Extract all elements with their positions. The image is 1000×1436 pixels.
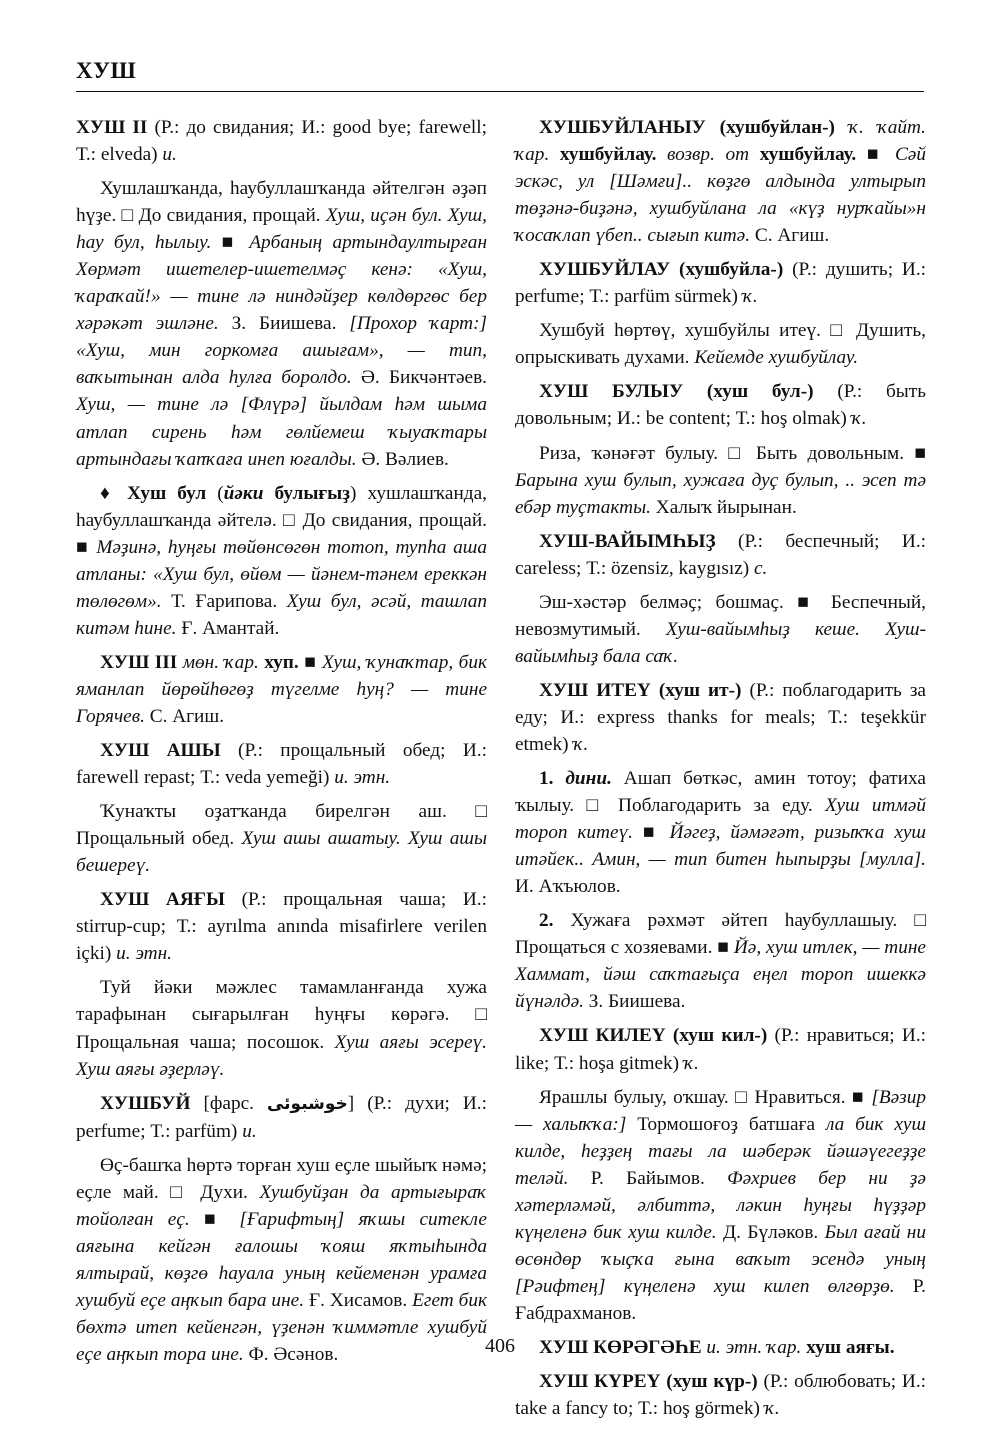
example-text: Хуш бул, әсәй, ташлап китәм һине. — [76, 590, 487, 639]
sense-2 — [515, 907, 926, 1015]
entry-definition: (Р.: облюбовать; И.: take a fancy to; Т.: hoş görmek) — [515, 1371, 926, 1420]
example-text: Хушбуйҙан да артығыраҡ тойолған еҫ. — [76, 1181, 487, 1230]
part-of-speech: с. — [754, 557, 768, 579]
part-of-speech: ҡ. — [573, 733, 589, 755]
headword: Хуш бул — [127, 482, 207, 504]
citation-author: З. Биишева. — [583, 991, 686, 1013]
entry-khush-kureu — [515, 1368, 926, 1422]
part-of-speech: возвр. от — [656, 144, 760, 166]
gloss-text: Ашап бөткәс, амин тотоу; фатиха ҡылыу. □ Поблагодарить за еду. — [515, 768, 926, 817]
example-text: [Ғарифтың] яҡшы ситекле аяғына кейгән ғалошы ҡояш яҡтыһында ялтырай, көҙгө һауала уның кейеменән урамға хушбуй еҫе аңҡып бара ине. — [76, 1208, 487, 1311]
example-text: Арбаның артындаултырған Хөрмәт ишетелер-ишетелмәҫ кенә: «Хуш, ҡараҡай!» — тине лә ниндәйҙер көлдөргөс бер хәрәкәт эшләне. — [76, 232, 488, 335]
example-text: [Прохор ҡарт:] «Хуш, мин горкомға ашығам», — тип, ваҡытынан алда һулға боролдо. — [76, 313, 487, 389]
running-head: ХУШ — [76, 58, 137, 83]
usage-label: дини. — [553, 768, 612, 790]
part-of-speech: ҡ. — [742, 286, 758, 308]
headword: ХУШБУЙ — [100, 1092, 191, 1114]
citation-author: Ғ. Хисамов. — [304, 1289, 413, 1311]
entry-definition: (Р.: до свидания; И.: good bye; farewell; Т.: elveda) — [76, 117, 487, 166]
alt-marker: йәки — [223, 482, 264, 504]
example-text: Кейемде хушбуйлау. — [694, 347, 859, 369]
part-of-speech: ҡ. — [764, 1398, 780, 1420]
page-number: 406 — [485, 1335, 515, 1357]
gloss-text: Ҡунаҡты оҙатҡанда бирелгән аш. □ Прощальный обед. — [76, 801, 487, 850]
marker-text: ■ — [298, 651, 322, 673]
citation-author: Ә. Вәлиев. — [356, 448, 449, 470]
entry-definition: (Р.: прощальный обед; И.: farewell repast; Т.: veda yemeği) — [76, 740, 487, 789]
marker-text: ■ — [211, 232, 250, 254]
entry-body — [76, 798, 487, 879]
paren: ( — [206, 482, 224, 504]
gloss-text: Хушбуй һөртөү, хушбуйлы итеү. □ Душить, опрыскивать духами. — [515, 320, 926, 369]
entry-body — [515, 1084, 926, 1327]
citation-author: Халыҡ йырынан. — [650, 496, 797, 518]
citation-author: З. Биишева. — [218, 313, 350, 335]
entry-definition: хушлашҡанда, һаубуллашҡанда әйтелә. □ До свидания, прощай. ■ — [76, 482, 487, 558]
entry-definition: (Р.: душить; И.: perfume; Т.: parfüm sürmek) — [515, 259, 927, 308]
citation-author: С. Агиш. — [144, 705, 225, 727]
entry-khush-ayagy — [76, 886, 487, 967]
citation-author: Ә. Бикчәнтәев. — [351, 367, 487, 389]
example-text-plain: Тормошоғоҙ батшаға — [637, 1113, 826, 1135]
headword: ХУШ БУЛЫУ (хуш бул-) — [539, 381, 814, 403]
marker-text: ■ — [189, 1208, 240, 1230]
headword: ХУШ КИЛЕҮ (хуш кил-) — [539, 1025, 768, 1047]
example-text: Хуш, ҡунаҡтар, бик яманлап йөрөйһөгөҙ түгелме һуң? — тине Горячев. — [76, 651, 487, 727]
part-of-speech: и. — [242, 1120, 257, 1142]
entry-definition: (Р.: нравиться; И.: like; Т.: hoşa gitmek) — [515, 1025, 927, 1074]
entry-definition: (Р.: быть довольным; И.: be content; Т.: hoş olmak) — [515, 381, 926, 430]
part-of-speech: ҡ. ҡайт. ҡар. — [515, 117, 927, 166]
part-of-speech: ҡ. — [683, 1052, 699, 1074]
header-rule — [76, 91, 924, 92]
entry-khush-bul — [76, 480, 487, 642]
headword: ХУШ-ВАЙЫМҺЫҘ — [539, 530, 716, 552]
sense-number: 1. — [539, 768, 554, 790]
cross-reference: хуш аяғы. — [806, 1336, 895, 1358]
citation-author: Р. Байымов. — [568, 1167, 728, 1189]
entry-body — [515, 589, 926, 670]
entry-khush-kileu — [515, 1022, 926, 1076]
headword: ХУШ КӨРӘГӘҺЕ — [539, 1336, 702, 1358]
example-text: Егет бик бөхтә итеп кейенгән, үҙенән ҡиммәтле хушбуй еҫе аңҡып тора ине. — [76, 1289, 487, 1366]
paren: ) — [349, 482, 368, 504]
entry-body — [515, 317, 926, 371]
citation-author: Ф. Әсәнов. — [243, 1344, 339, 1366]
headword: ХУШБУЙЛАУ (хушбуйла-) — [539, 259, 784, 281]
gloss-text: Хушлашҡанда, һаубуллашҡанда әйтелгән әҙәп һүҙе. □ До свидания, прощай. — [76, 178, 487, 227]
gloss-text: Ярашлы булыу, оҡшау. □ Нравиться. ■ — [539, 1086, 872, 1108]
etymology-text: [фарс. — [190, 1092, 267, 1114]
cross-reference: хушбуйлау. — [759, 144, 857, 166]
example-text: Хуш-вайымһыҙ кеше. Хуш-вайымһыҙ бала саҡ. — [515, 618, 926, 667]
gloss-text: Риза, ҡәнәғәт булыу. □ Быть довольным. ■ — [539, 442, 926, 464]
part-of-speech: ҡ. — [851, 408, 867, 430]
headword: ХУШ АЯҒЫ — [100, 889, 225, 911]
entry-body — [76, 974, 487, 1082]
example-text: Йәгеҙ, йәмәғәт, ризыҡҡа хуш итәйек.. Амин, — тип битен һыпырҙы [мулла]. — [515, 822, 926, 871]
entry-khush-bulyu — [515, 378, 926, 432]
entry-definition: ] (Р.: духи; И.: perfume; Т.: parfüm) — [76, 1092, 487, 1142]
part-of-speech: и. этн. — [334, 767, 391, 789]
entry-khush-3 — [76, 649, 487, 730]
citation-author: Ғ. Амантай. — [176, 617, 280, 639]
example-text: Хуш итмәй тороп китеү. — [515, 795, 926, 844]
example-text: Сәй эскәс, ул [Шәмғи].. көҙгө алдында ултырып төҙәнә-биҙәнә, хушбуйлана ла «күҙ нурҡайы»н ҡосаҡлап үбеп.. сығып китә. — [515, 144, 926, 247]
example-text: Хуш ашы ашатыу. Хуш ашы бешереү. — [76, 828, 488, 877]
headword: ХУШ III — [100, 651, 178, 673]
gloss-text: Хужаға рәхмәт әйтеп һаубуллашыу. □ Прощаться с хозяевами. ■ — [515, 910, 926, 959]
cross-reference: хушбуйлау. — [559, 144, 657, 166]
example-text: Хуш, иҫән бул. Хуш, һау бул, һылыу. — [76, 205, 487, 254]
example-text: Был ағай ни өсөндөр ҡыҫҡа ғына ваҡыт эсендә уның [Рәифтең] күңеленә хуш килеп өлгөрҙө. — [515, 1221, 926, 1297]
example-text: ла бик хуш килдe, һеҙҙең тағы ла шәберәк йәшәүегеҙҙе теләй. — [515, 1113, 926, 1189]
example-text: Фәхриев бер ни ҙә хәтерләмәй, әлбиттә, ләкин һуңғы һүҙҙәр күңеленә бик хуш килде. — [515, 1167, 926, 1243]
right-column — [515, 114, 926, 1429]
part-of-speech: и. — [162, 144, 177, 166]
example-text: [Вәзир — халыҡҡа:] — [515, 1086, 926, 1135]
entry-khush-ashy — [76, 737, 487, 791]
sense-number: 2. — [539, 910, 554, 932]
example-text: Хуш, — тине лә [Флүрә] йылдам һәм шыма атлап сирень һәм гөлйемеш ҡыуаҡтары артындағы ҡапҡаға инеп юғалды. — [76, 394, 487, 470]
headword: ХУШ АШЫ — [100, 740, 221, 762]
left-column — [76, 114, 487, 1375]
part-of-speech: и. этн. ҡар. — [701, 1336, 807, 1358]
citation-author: С. Агиш. — [750, 225, 830, 247]
entry-khush-vayymhyz — [515, 528, 926, 582]
entry-definition: (Р.: прощальная чаша; И.: stirrup-cup; Т.: ayrılma anında misafirlere verilen içki) — [76, 889, 487, 965]
entry-body — [76, 175, 487, 473]
entry-definition: (Р.: поблагодарить за еду; И.: express thanks for meals; Т.: teşekkür etmek) — [515, 679, 926, 755]
entry-khushbuy — [76, 1090, 487, 1145]
entry-khush-2 — [76, 114, 487, 168]
gloss-text: Эш-хәстәр белмәҫ; бошмаҫ. ■ Беспечный, невозмутимый. — [515, 591, 926, 640]
marker-text: ■ — [856, 144, 895, 166]
entry-khushbuylanyu — [515, 114, 926, 249]
example-text: Хуш аяғы эсереү. Хуш аяғы әҙерләү. — [76, 1031, 488, 1080]
cross-reference: хуп. — [264, 651, 299, 673]
headword: ХУШБУЙЛАНЫУ (хушбуйлан-) — [539, 117, 835, 138]
arabic-script-etymon: خوشبوئی — [266, 1093, 348, 1114]
part-of-speech: мөн. ҡар. — [177, 651, 265, 673]
phrase-marker: ♦ — [100, 482, 128, 504]
headword: ХУШ КҮРЕҮ (хуш күр-) — [539, 1371, 758, 1393]
headword: ХУШ ИТЕҮ (хуш ит-) — [539, 679, 742, 701]
entry-khushbuylau — [515, 256, 926, 310]
example-text: Йә, хуш итлек, — тине Хаммат, йәш саҡтағыҫа еңел тороп ишеккә йүнәлдә. — [515, 937, 926, 1013]
sense-1 — [515, 765, 926, 900]
citation-author: Т. Ғарипова. — [161, 590, 287, 612]
citation-author: Д. Бүләков. — [716, 1221, 825, 1243]
marker-text: ■ — [633, 822, 670, 844]
entry-khush-iteu — [515, 677, 926, 758]
example-text: Барына хуш булып, хужаға дуҫ булып, .. эсеп тә ебәр туҫтакты. — [515, 469, 926, 518]
example-text: Мәҙинә, һуңғы төйөнсөгөн тотоп, тупһа аша атланы: «Хуш бул, өйөм — йәнем-тәнем ереккән төлөгөм». — [76, 536, 487, 612]
gloss-text: Туй йәки мәжлес тамамланғанда хужа тарафынан сығарылған һуңғы көрәгә. □ Прощальная чаша; посошок. — [76, 977, 487, 1053]
citation-author: Р. Ғабдрахманов. — [515, 1275, 926, 1324]
headword: ХУШ II — [76, 117, 148, 138]
part-of-speech: и. этн. — [116, 943, 172, 965]
headword: булығыҙ — [263, 482, 350, 504]
citation-author: И. Аҡъюлов. — [515, 876, 621, 898]
gloss-text: Өҫ-башҡа һөртә торған хуш еҫле шыйыҡ нәмә; еҫле май. □ Духи. — [76, 1154, 487, 1203]
entry-body — [515, 440, 926, 521]
entry-definition: (Р.: беспечный; И.: careless; Т.: özensiz, kaygısız) — [515, 530, 926, 579]
